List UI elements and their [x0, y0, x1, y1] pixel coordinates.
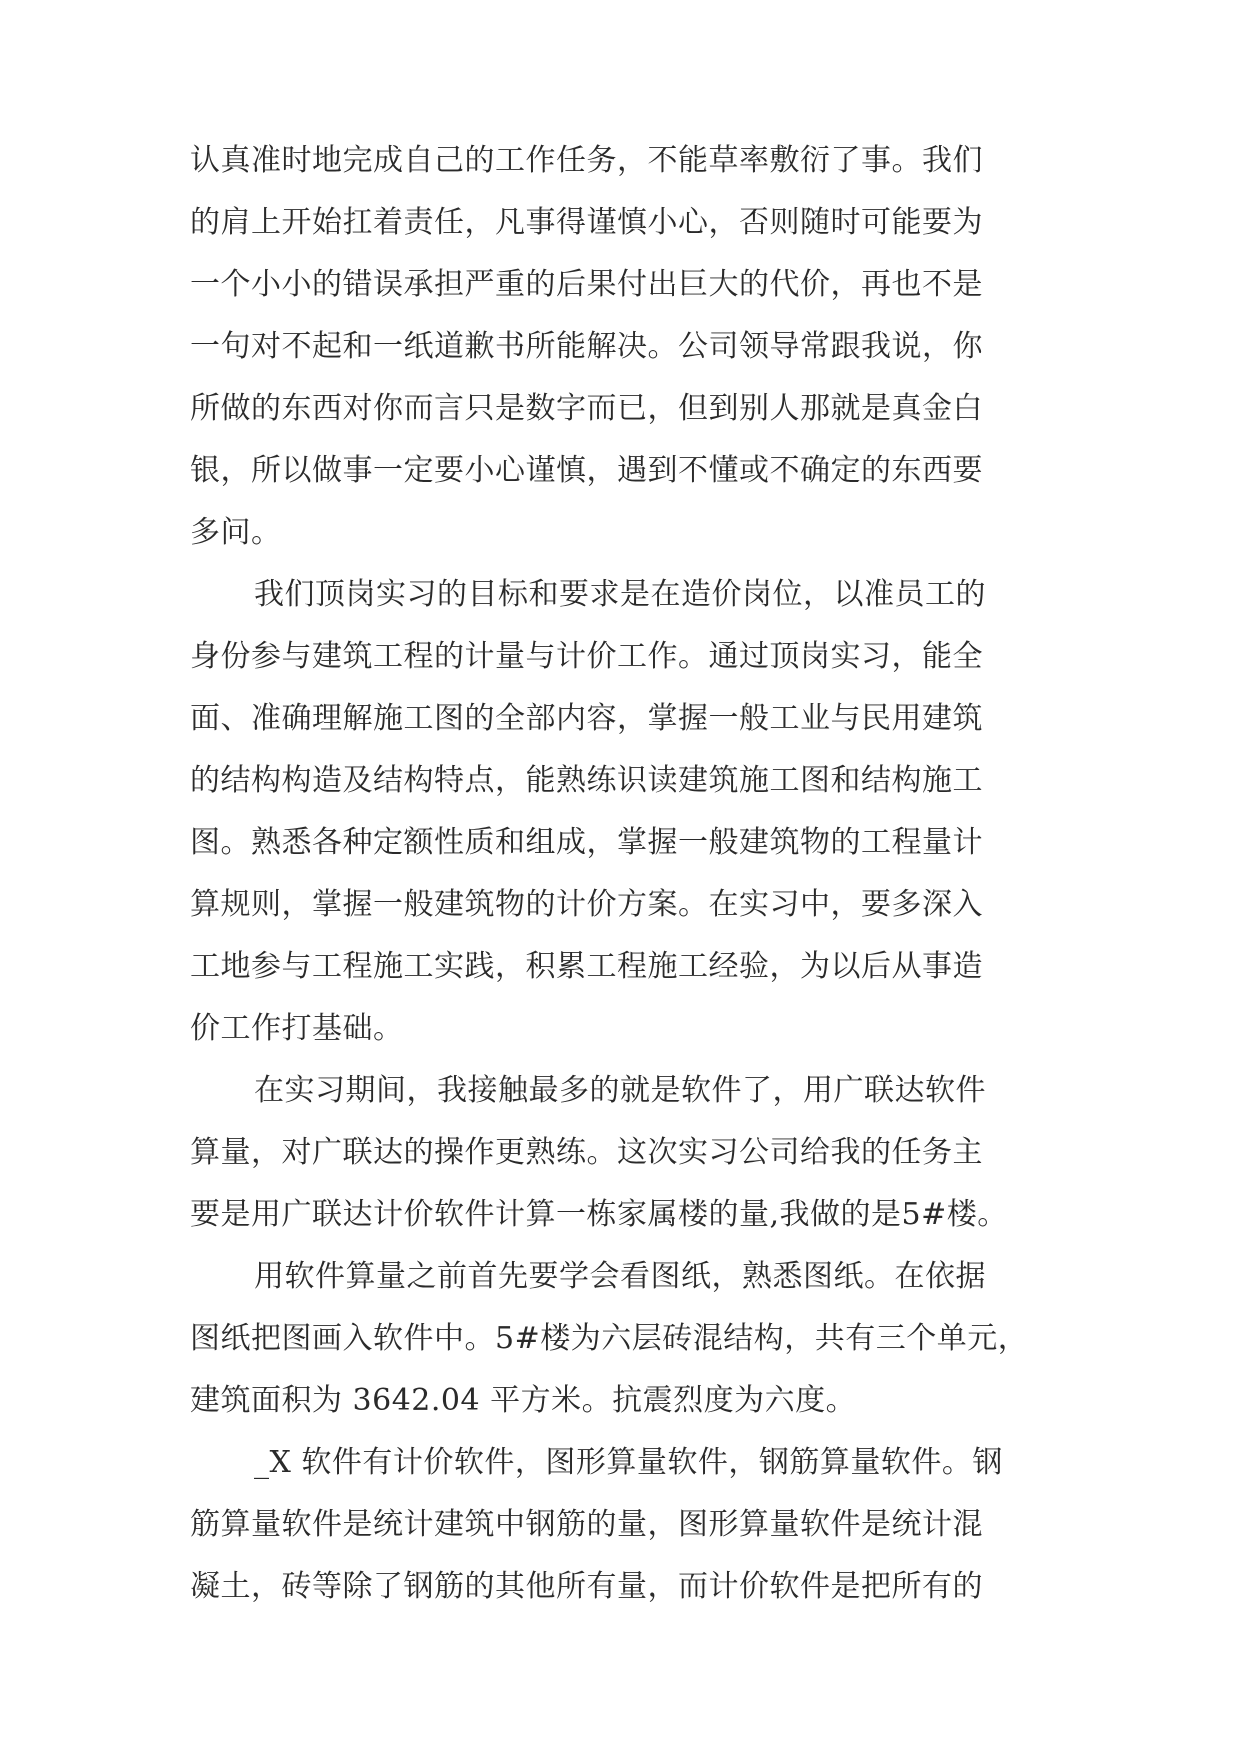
text-line: _X 软件有计价软件，图形算量软件，钢筋算量软件。钢	[254, 1445, 1003, 1480]
paragraph-3	[190, 1060, 1060, 1246]
text-line: 图。熟悉各种定额性质和组成，掌握一般建筑物的工程量计	[190, 825, 983, 860]
paragraph-5	[190, 1432, 1060, 1618]
text-line: 一个小小的错误承担严重的后果付出巨大的代价，再也不是	[190, 267, 983, 302]
text-line: 一句对不起和一纸道歉书所能解决。公司领导常跟我说，你	[190, 329, 983, 364]
text-line: 所做的东西对你而言只是数字而已，但到别人那就是真金白	[190, 391, 983, 426]
text-line: 我们顶岗实习的目标和要求是在造价岗位，以准员工的	[254, 577, 986, 612]
text-line: 用软件算量之前首先要学会看图纸，熟悉图纸。在依据	[254, 1259, 986, 1294]
text-line: 要是用广联达计价软件计算一栋家属楼的量,我做的是5#楼。	[190, 1197, 1008, 1232]
paragraph-2	[190, 564, 1060, 1060]
text-line: 的肩上开始扛着责任，凡事得谨慎小心，否则随时可能要为	[190, 205, 983, 240]
text-line: 银，所以做事一定要小心谨慎，遇到不懂或不确定的东西要	[190, 453, 983, 488]
text-line: 面、准确理解施工图的全部内容，掌握一般工业与民用建筑	[190, 701, 983, 736]
text-line: 认真准时地完成自己的工作任务，不能草率敷衍了事。我们	[190, 143, 983, 178]
text-line: 图纸把图画入软件中。5#楼为六层砖混结构，共有三个单元，	[190, 1321, 1029, 1356]
text-line: 的结构构造及结构特点，能熟练识读建筑施工图和结构施工	[190, 763, 983, 798]
text-line: 工地参与工程施工实践，积累工程施工经验，为以后从事造	[190, 949, 983, 984]
text-line: 价工作打基础。	[190, 1011, 404, 1046]
paragraph-4	[190, 1246, 1060, 1432]
text-line: 身份参与建筑工程的计量与计价工作。通过顶岗实习，能全	[190, 639, 983, 674]
text-line: 算规则，掌握一般建筑物的计价方案。在实习中，要多深入	[190, 887, 983, 922]
text-line: 筋算量软件是统计建筑中钢筋的量，图形算量软件是统计混	[190, 1507, 983, 1542]
text-line: 算量，对广联达的操作更熟练。这次实习公司给我的任务主	[190, 1135, 983, 1170]
text-line: 凝土，砖等除了钢筋的其他所有量，而计价软件是把所有的	[190, 1569, 983, 1604]
text-line: 建筑面积为 3642.04 平方米。抗震烈度为六度。	[190, 1383, 857, 1418]
text-line: 多问。	[190, 515, 282, 550]
text-line: 在实习期间，我接触最多的就是软件了，用广联达软件	[254, 1073, 986, 1108]
document-body	[190, 130, 1060, 1618]
paragraph-1	[190, 130, 1060, 564]
